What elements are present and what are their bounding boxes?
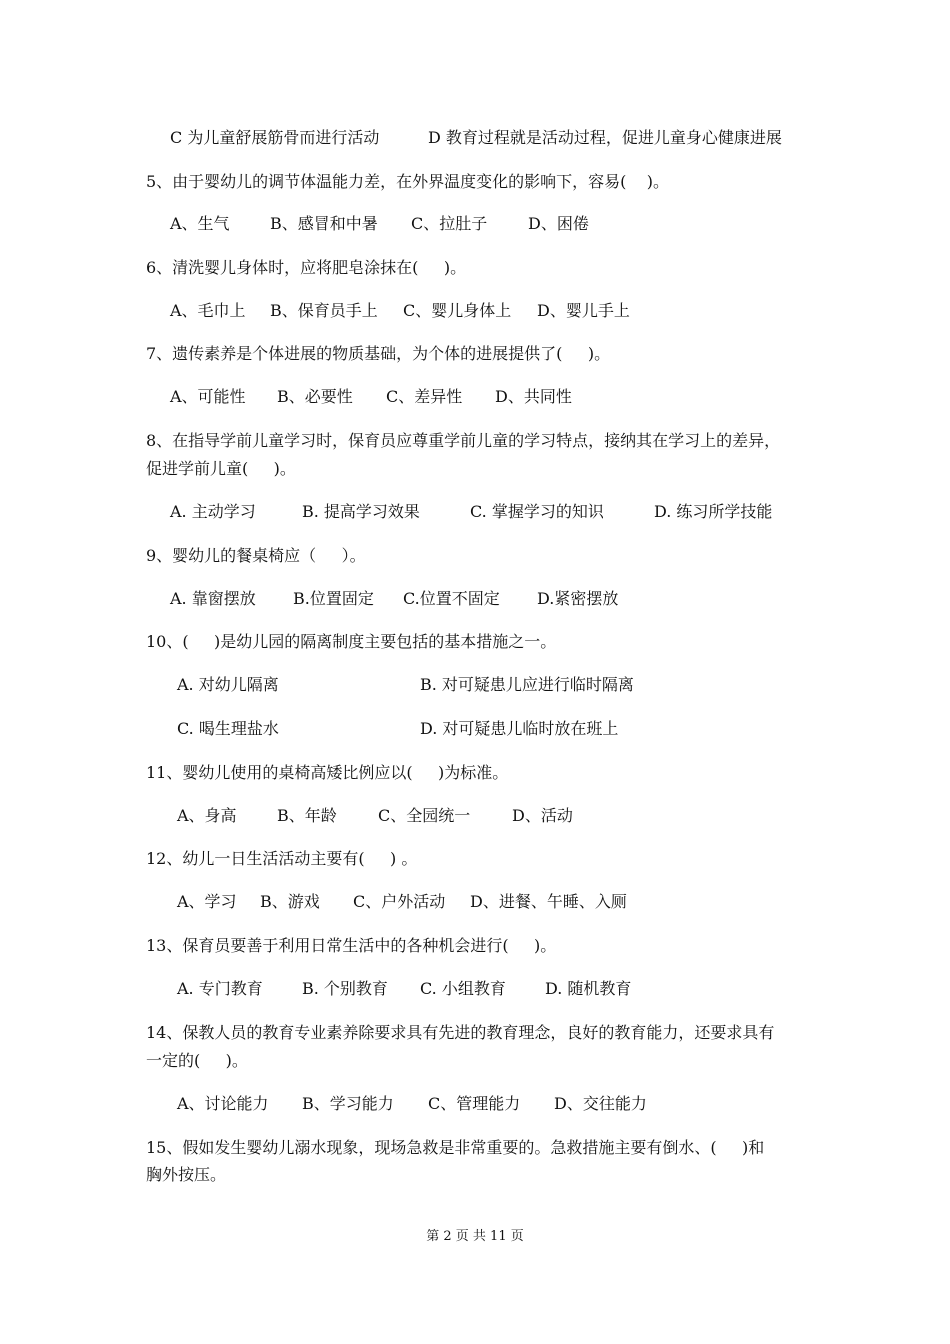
option-q6-c: C、婴儿身体上	[403, 301, 512, 320]
option-q5-a: A、生气	[170, 214, 230, 233]
page-number-footer: 第 2 页 共 11 页	[426, 1229, 524, 1244]
option-q9-d: D.紧密摆放	[537, 589, 619, 608]
option-q11-d: D、活动	[512, 806, 573, 825]
option-q7-c: C、差异性	[386, 387, 463, 406]
question-11-text: 11、婴幼儿使用的桌椅高矮比例应以( )为标准。	[146, 763, 509, 782]
option-q14-a: A、讨论能力	[177, 1094, 269, 1113]
question-8-text-line1: 8、在指导学前儿童学习时，保育员应尊重学前儿童的学习特点，接纳其在学习上的差异，	[146, 431, 781, 450]
option-q10-c: C. 喝生理盐水	[177, 719, 279, 738]
option-q10-b: B. 对可疑患儿应进行临时隔离	[420, 675, 634, 694]
option-q5-d: D、困倦	[528, 214, 589, 233]
option-q7-d: D、共同性	[495, 387, 572, 406]
option-q8-a: A. 主动学习	[170, 502, 256, 521]
question-7-text: 7、遗传素养是个体进展的物质基础，为个体的进展提供了( )。	[146, 344, 611, 363]
option-q4-c: C 为儿童舒展筋骨而进行活动	[170, 128, 380, 147]
option-q9-b: B.位置固定	[293, 589, 374, 608]
option-q12-b: B、游戏	[260, 892, 320, 911]
option-q13-d: D. 随机教育	[545, 979, 632, 998]
option-q8-c: C. 掌握学习的知识	[470, 502, 604, 521]
option-q10-d: D. 对可疑患儿临时放在班上	[420, 719, 619, 738]
option-q11-a: A、身高	[177, 806, 237, 825]
option-q10-a: A. 对幼儿隔离	[177, 675, 279, 694]
question-14-text-line2: 一定的( )。	[146, 1051, 248, 1070]
option-q14-b: B、学习能力	[302, 1094, 394, 1113]
question-14-text-line1: 14、保教人员的教育专业素养除要求具有先进的教育理念，良好的教育能力，还要求具有	[146, 1023, 775, 1042]
option-q6-b: B、保育员手上	[270, 301, 378, 320]
question-13-text: 13、保育员要善于利用日常生活中的各种机会进行( )。	[146, 936, 557, 955]
option-q7-a: A、可能性	[170, 387, 246, 406]
option-q13-a: A. 专门教育	[177, 979, 263, 998]
option-q8-d: D. 练习所学技能	[654, 502, 773, 521]
option-q12-a: A、学习	[177, 892, 237, 911]
option-q14-c: C、管理能力	[428, 1094, 521, 1113]
option-q9-c: C.位置不固定	[403, 589, 500, 608]
option-q8-b: B. 提高学习效果	[302, 502, 420, 521]
option-q9-a: A. 靠窗摆放	[170, 589, 256, 608]
question-12-text: 12、幼儿一日生活活动主要有( ) 。	[146, 849, 418, 868]
option-q12-d: D、进餐、午睡、入厕	[470, 892, 627, 911]
option-q5-c: C、拉肚子	[411, 214, 488, 233]
option-q6-a: A、毛巾上	[170, 301, 246, 320]
question-9-text: 9、婴幼儿的餐桌椅应（ ）。	[146, 546, 366, 565]
question-5-text: 5、由于婴幼儿的调节体温能力差，在外界温度变化的影响下，容易( )。	[146, 172, 670, 191]
option-q6-d: D、婴儿手上	[537, 301, 630, 320]
question-15-text-line1: 15、假如发生婴幼儿溺水现象，现场急救是非常重要的。急救措施主要有倒水、( )和	[146, 1138, 765, 1157]
option-q11-c: C、全园统一	[378, 806, 471, 825]
option-q13-b: B. 个别教育	[302, 979, 388, 998]
option-q14-d: D、交往能力	[554, 1094, 647, 1113]
option-q13-c: C. 小组教育	[420, 979, 506, 998]
option-q5-b: B、感冒和中暑	[270, 214, 378, 233]
question-15-text-line2: 胸外按压。	[146, 1165, 227, 1184]
question-8-text-line2: 促进学前儿童( )。	[146, 459, 296, 478]
question-10-text: 10、( )是幼儿园的隔离制度主要包括的基本措施之一。	[146, 632, 557, 651]
question-6-text: 6、清洗婴儿身体时，应将肥皂涂抹在( )。	[146, 258, 467, 277]
option-q4-d: D 教育过程就是活动过程，促进儿童身心健康进展	[428, 128, 782, 147]
option-q12-c: C、户外活动	[353, 892, 446, 911]
option-q7-b: B、必要性	[277, 387, 353, 406]
option-q11-b: B、年龄	[277, 806, 337, 825]
